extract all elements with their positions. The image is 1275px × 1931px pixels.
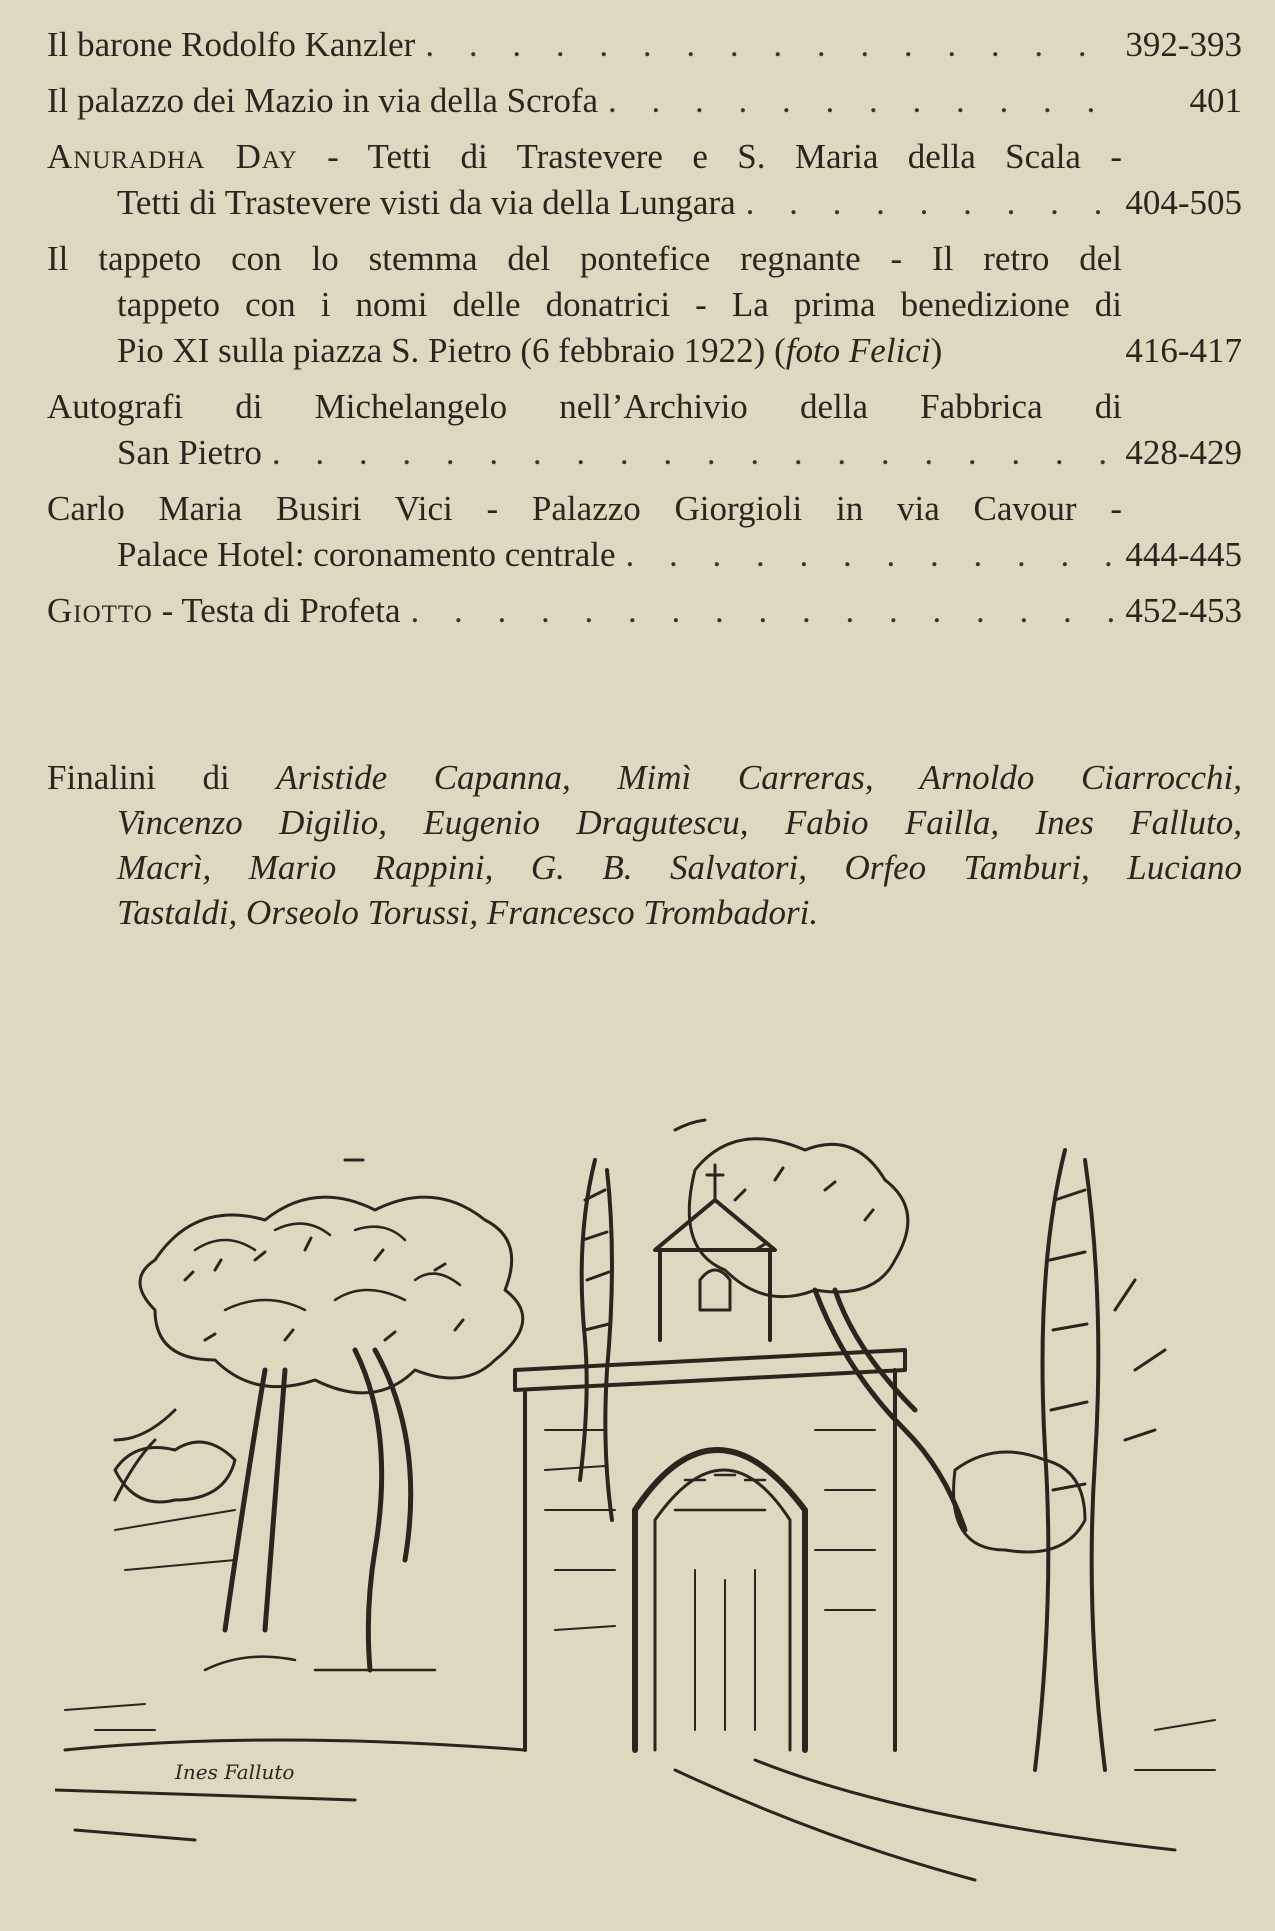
entry-title: Carlo Maria Busiri Vici - Palazzo Giorgioli in via Cavour - — [47, 489, 1122, 528]
page-ref: 404-505 — [1125, 183, 1242, 222]
entry-author: Giotto — [47, 591, 153, 630]
leader-dots — [626, 532, 1122, 578]
entry-title: - Tetti di Trastevere e S. Maria della Scala - — [297, 137, 1122, 176]
finalini-artists: Tastaldi, Orseolo Torussi, Francesco Trombadori. — [117, 893, 819, 932]
leader-dots — [410, 588, 1122, 634]
entry-title-cont: Palace Hotel: coronamento centrale — [117, 535, 616, 574]
entry-title: Il palazzo dei Mazio in via della Scrofa — [47, 81, 599, 120]
entry-title: Autografi di Michelangelo nell’Archivio della Fabbrica di — [47, 387, 1122, 426]
page-ref: 416-417 — [1125, 331, 1242, 370]
toc-entry — [47, 22, 1242, 68]
entry-title: - Testa di Profeta — [152, 591, 401, 630]
toc-entry — [47, 486, 1242, 578]
leader-dots — [425, 22, 1122, 68]
entry-title: Il barone Rodolfo Kanzler — [47, 25, 416, 64]
entry-title-cont: Pio XI sulla piazza S. Pietro (6 febbraio 1922) ( — [117, 331, 786, 370]
artist-signature: Ines Falluto — [175, 1760, 295, 1784]
finalini-credits — [47, 755, 1242, 935]
entry-title-cont: Tetti di Trastevere visti da via della Lungara — [117, 183, 736, 222]
page-ref: 452-453 — [1125, 591, 1242, 630]
finalini-lead: Finalini di — [47, 758, 277, 797]
entry-author: Anuradha Day — [47, 137, 298, 176]
photo-credit: foto Felici — [785, 331, 931, 370]
entry-title-close: ) — [930, 331, 943, 370]
leader-dots — [608, 78, 1122, 124]
finalini-artists: Macrì, Mario Rappini, G. B. Salvatori, Orfeo Tamburi, Luciano — [117, 848, 1242, 887]
entry-title-cont: tappeto con i nomi delle donatrici - La prima benedizione di — [117, 285, 1122, 324]
page-ref: 392-393 — [1125, 25, 1242, 64]
finalini-artists: Aristide Capanna, Mimì Carreras, Arnoldo Ciarrocchi, — [276, 758, 1242, 797]
toc-entry — [47, 588, 1242, 634]
toc-entry — [47, 384, 1242, 476]
entry-title-cont: San Pietro — [117, 433, 262, 472]
page-ref: 444-445 — [1125, 535, 1242, 574]
toc-entry — [47, 236, 1242, 374]
page-ref: 428-429 — [1125, 433, 1242, 472]
toc-entry — [47, 78, 1242, 124]
toc-entry — [47, 134, 1242, 226]
leader-dots — [272, 430, 1122, 476]
entry-title: Il tappeto con lo stemma del pontefice regnante - Il retro del — [47, 239, 1122, 278]
page-ref: 401 — [1189, 81, 1242, 120]
leader-dots — [746, 180, 1122, 226]
finalini-artists: Vincenzo Digilio, Eugenio Dragutescu, Fabio Failla, Ines Falluto, — [117, 803, 1242, 842]
list-of-illustrations — [47, 22, 1242, 634]
